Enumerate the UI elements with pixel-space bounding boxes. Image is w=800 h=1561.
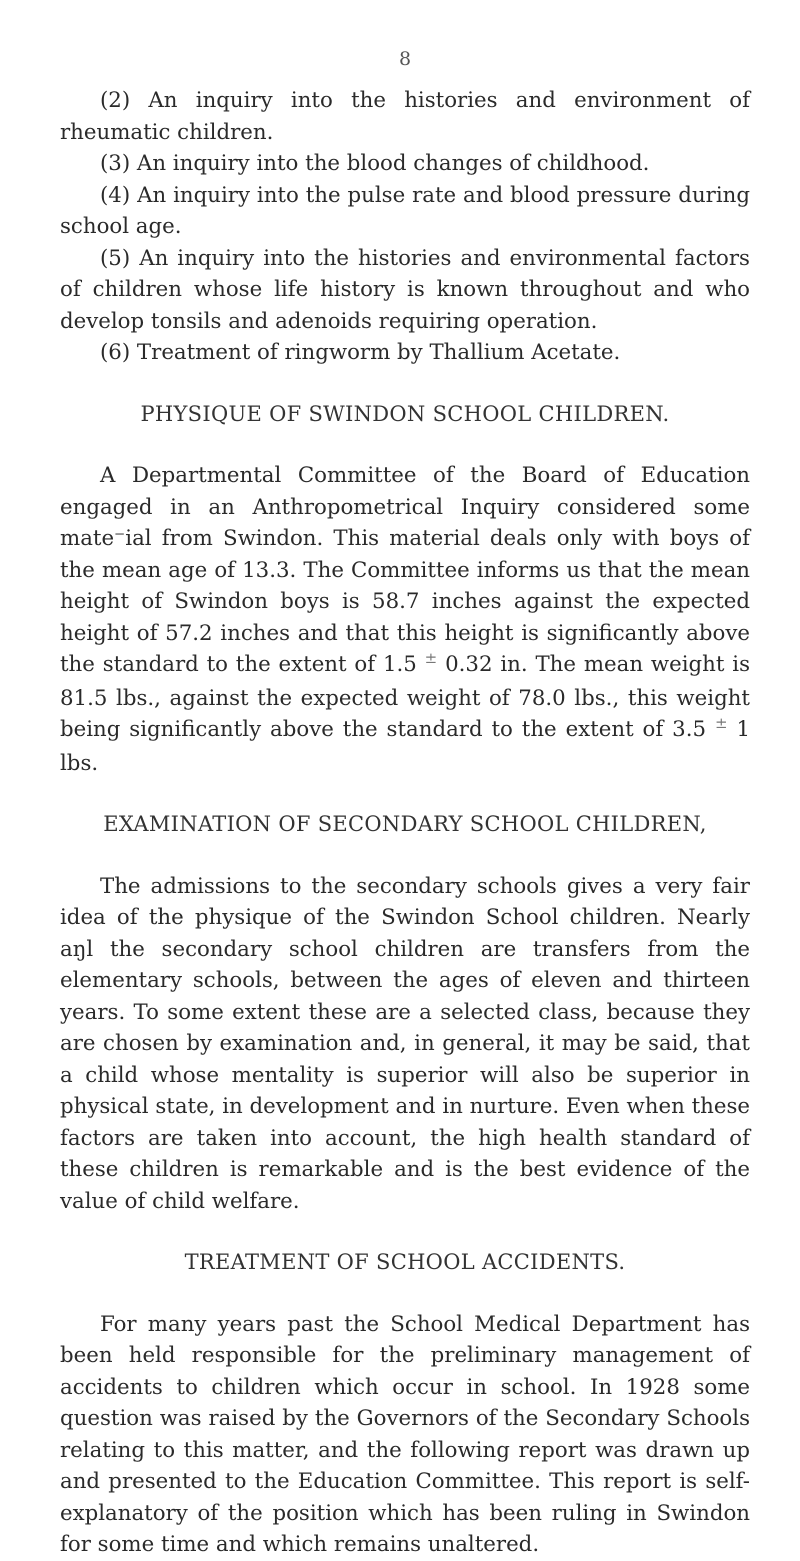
plus-minus-sign: ± — [714, 714, 728, 732]
list-item-5: (5) An inquiry into the histories and environmental factors of children whose life history is known throughout and who develop tonsils and adenoids requiring operation. — [60, 245, 750, 334]
paragraph-physique-part-b: 0.32 in. The mean weight is 81.5 lbs., against the expected weight of 78.0 lbs., this weight being significantly above the standard to the extent of 3.5 — [60, 652, 750, 742]
page-content — [60, 85, 750, 1561]
paragraph-accidents: For many years past the School Medical Department has been held responsible for the preliminary management of accidents to children which occur in school. In 1928 some question was raised by the Governors of the Secondary Schools relating to this matter, and the following report was drawn up and presented to the Education Committee. This report is self-explanatory of the position which has been ruling in Swindon for some time and which remains unaltered. — [60, 1311, 750, 1557]
list-item-4: (4) An inquiry into the pulse rate and blood pressure during school age. — [60, 182, 750, 239]
list-item-3: (3) An inquiry into the blood changes of childhood. — [100, 151, 650, 176]
paragraph-physique — [60, 460, 750, 779]
section-heading-physique: PHYSIQUE OF SWINDON SCHOOL CHILDREN. — [140, 401, 670, 426]
paragraph-secondary: The admissions to the secondary schools gives a very fair idea of the physique of the Swindon School children. Nearly aŋl the secondary school children are transfers from the elementary schools, between the ages of eleven and thirteen years. To some extent these are a selected class, because they are chosen by examination and, in general, it may be said, that a child whose mentality is superior will also be superior in physical state, in development and in nurture. Even when these factors are taken into account, the high health standard of these children is remarkable and is the best evidence of the value of child welfare. — [60, 873, 750, 1214]
paragraph-physique-part-c: 1 lbs. — [60, 717, 750, 776]
list-item-2: (2) An inquiry into the histories and environment of rheumatic children. — [60, 88, 750, 145]
plus-minus-sign: ± — [424, 649, 438, 667]
section-heading-secondary: EXAMINATION OF SECONDARY SCHOOL CHILDREN, — [103, 812, 707, 836]
list-item-6: (6) Treatment of ringworm by Thallium Acetate. — [100, 340, 621, 365]
page-number: 8 — [398, 48, 412, 70]
paragraph-physique-part-a: A Departmental Committee of the Board of Education engaged in an Anthropometrical Inquiry considered some mate⁻ial from Swindon. This material deals only with boys of the mean age of 13.3. The Committee informs us that the mean height of Swindon boys is 58.7 inches against the expected height of 57.2 inches and that this height is significantly above the standard to the extent of 1.5 — [60, 463, 750, 677]
section-heading-accidents: TREATMENT OF SCHOOL ACCIDENTS. — [184, 1250, 626, 1274]
